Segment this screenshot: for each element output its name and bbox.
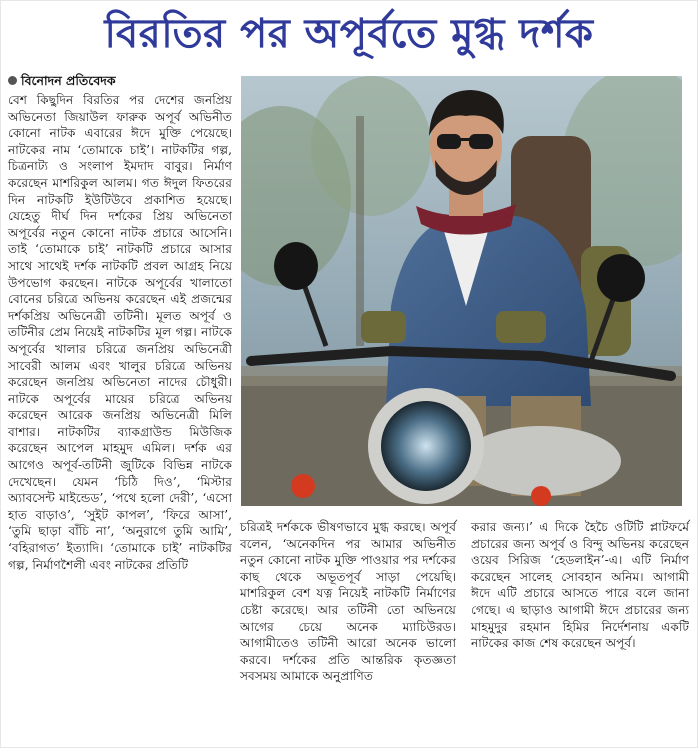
article-photo (241, 76, 682, 506)
column-2-text: চরিত্রই দর্শককে ভীষণভাবে মুগ্ধ করছে। অপূর্ব বলেন, ‘অনেকদিন পর আমার অভিনীত নতুন কোনো নাটক মুক্তি পাওয়ার পর দর্শকের কাছ থেকে অভূতপূর্ব সাড়া পেয়েছি। মাশরিকুল বেশ যত্ন নিয়েই নাটকটি নির্মাণের চেষ্টা করেছে। আর তটিনী তো অভিনয়ে আগের চেয়ে অনেক ম্যাচিউরড। আগামীতেও তটিনী আরো অনেক ভালো করবে। দর্শকের প্রতি আন্তরিক কৃতজ্ঞতা সবসময় আমাকে অনুপ্রাণিত (240, 520, 456, 684)
column-1-text: বেশ কিছুদিন বিরতির পর দেশের জনপ্রিয় অভিনেতা জিয়াউল ফারুক অপূর্ব অভিনীত কোনো নাটক এবারের ঈদে মুক্তি পেয়েছে। নাটকের নাম ‘তোমাকে চাই’। নাটকটির গল্প, চিত্রনাট্য ও সংলাপ ইমদাদ বাবুর। নির্মাণ করেছেন মাশরিকুল আলম। গত ঈদুল ফিতরের দিন নাটকটি ইউটিউবে প্রকাশিত হয়েছে। যেহেতু দীর্ঘ দিন দর্শকের প্রিয় অভিনেতা অপূর্বের নতুন কোনো নাটক প্রচারে আসেনি। তাই ‘তোমাকে চাই’ নাটকটি প্রচারে আসার সাথে সাথেই দর্শক নাটকটি প্রবল আগ্রহ নিয়ে উপভোগ করছেন। নাটকে অপূর্বের খালাতো বোনের চরিত্রে অভিনয় করেছেন এই প্রজন্মের দর্শকপ্রিয় অভিনেত্রী তটিনী। মূলত অপূর্ব ও তটিনীর প্রেম নিয়েই নাটকটির মূল গল্প। নাটকে অপূর্বের খালার চরিত্রে জনপ্রিয় অভিনেত্রী সাবেরী আলম এবং খালুর চরিত্রে অভিনয় করেছেন জনপ্রিয় অভিনেতা নাদের চৌধুরী। নাটকে অপূর্বের মায়ের চরিত্রে অভিনয় করেছেন আরেক জনপ্রিয় অভিনেত্রী মিলি বাশার। নাটকটির ব্যাকগ্রাউন্ড মিউজিক করেছেন আপেল মাহমুদ এমিল। দর্শক এর আগেও অপূর্ব-তটিনী জুটিকে বিভিন্ন নাটকে দেখেছেন। যেমন ‘চিঠি দিও’, ‘মিস্টার অ্যাবসেন্ট মাইন্ডেড’, ‘পথে হলো দেরী’, ‘এসো হাত বাড়াও’, ‘সুইট কাপল’, ‘ফিরে আসা’, ‘তুমি ছাড়া বাঁচি না’, ‘অনুরাগে তুমি আমি’, ‘বহিরাগত’ ইত্যাদি। ‘তোমাকে চাই’ নাটকটির গল্প, নির্মাণশৈলী এবং নাটকের প্রতিটি (8, 93, 232, 572)
article-column-2 (240, 519, 456, 685)
byline (8, 73, 234, 93)
photo-illustration (241, 76, 682, 506)
column-3-text: করার জন্য।’ এ দিকে হৈচৈ ওটিটি প্লাটফর্মে প্রচারের জন্য অপূর্ব ও বিন্দু অভিনয় করেছেন ওয়েব সিরিজ ‘হেডলাইন’-এ। এটি নির্মাণ করেছেন সালেহ সোবহান অনিম। আগামী ঈদে এটি প্রচারে আসতে পারে বলে জানা গেছে। এ ছাড়াও আগামী ঈদে প্রচারের জন্য মাহমুদুর রহমান হিমির নির্দেশনায় একটি নাটকের কাজ শেষ করেছেন অপূর্ব। (471, 520, 689, 651)
article-column-3 (471, 519, 689, 652)
headline: বিরতির পর অপূর্বতে মুগ্ধ দর্শক (104, 11, 594, 57)
article-column-1 (8, 92, 232, 573)
bullet-icon (8, 76, 17, 85)
byline-text: বিনোদন প্রতিবেদক (21, 73, 116, 88)
